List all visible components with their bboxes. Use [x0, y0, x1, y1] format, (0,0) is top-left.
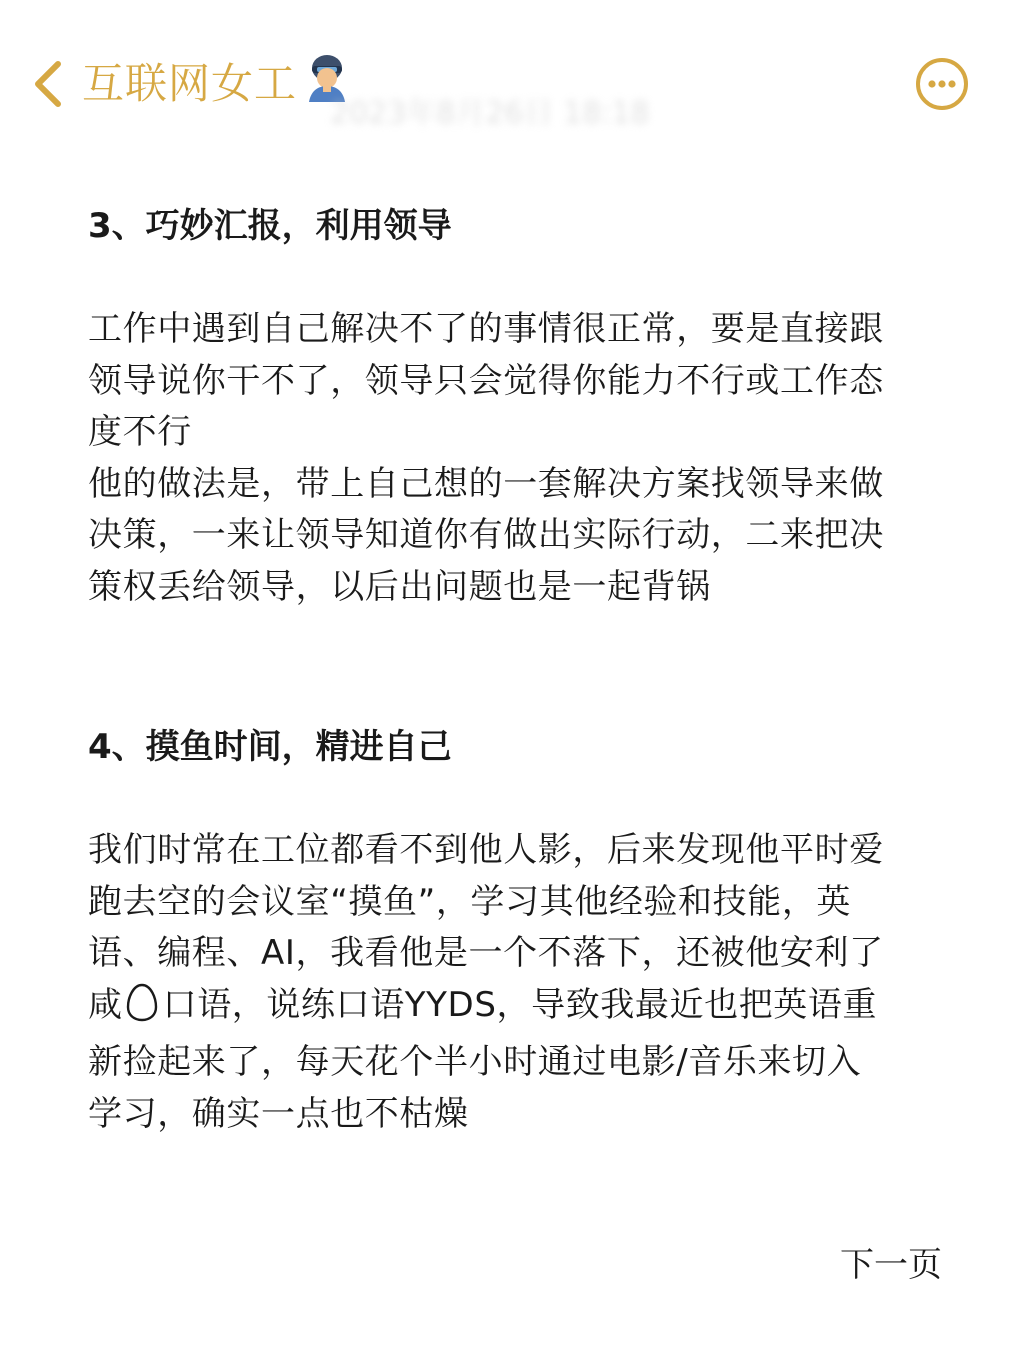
more-options-button[interactable] — [914, 56, 970, 112]
section-4-line-2: 跑去空的会议室“摸鱼”，学习其他经验和技能，英 — [88, 881, 852, 922]
section-3-line-1: 工作中遇到自己解决不了的事情很正常，要是直接跟 — [88, 309, 884, 349]
section-4-line-6: 学习，确实一点也不枯燥 — [88, 1093, 469, 1134]
article-body — [88, 200, 938, 1140]
egg-icon — [125, 982, 159, 1038]
section-4-line-4 — [88, 980, 938, 1038]
section-heading-3: 3、巧妙汇报，利用领导 — [88, 206, 452, 246]
section-3-line-3: 度不行 — [88, 412, 192, 452]
section-4-line-1: 我们时常在工位都看不到他人影，后来发现他平时爱 — [88, 830, 884, 870]
top-bar — [0, 0, 1024, 160]
section-4-line-3: 语、编程、AI，我看他是一个不落下，还被他安利了 — [88, 933, 884, 973]
next-page-link[interactable]: 下一页 — [840, 1245, 942, 1285]
page-title-text: 互联网女工 — [82, 59, 298, 108]
page-title — [82, 56, 351, 116]
section-4-line-4-end: 口语，说练口语YYDS，导致我最近也把英语重 — [162, 984, 878, 1025]
section-heading-4: 4、摸鱼时间，精进自己 — [88, 727, 452, 767]
chevron-left-icon — [28, 56, 72, 112]
section-3-line-6: 策权丢给领导，以后出问题也是一起背锅 — [88, 566, 711, 607]
publish-date: 2023年8月26日 18:18 — [330, 96, 650, 131]
section-4-line-5: 新捡起来了，每天花个半小时通过电影/音乐来切入 — [88, 1042, 862, 1082]
back-button[interactable] — [28, 56, 72, 112]
more-options-icon — [914, 56, 970, 112]
section-3-line-4: 他的做法是，带上自己想的一套解决方案找领导来做 — [88, 463, 884, 504]
section-4-line-4-start: 咸 — [88, 984, 123, 1025]
section-3-line-2: 领导说你干不了，领导只会觉得你能力不行或工作态 — [88, 360, 884, 401]
section-3-line-5: 决策，一来让领导知道你有做出实际行动，二来把决 — [88, 515, 884, 555]
